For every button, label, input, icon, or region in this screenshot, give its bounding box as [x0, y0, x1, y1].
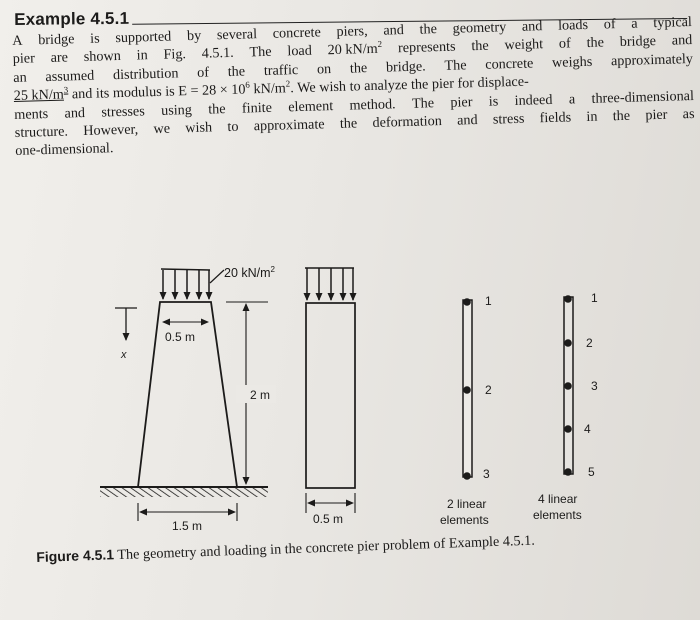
base-width-label: 1.5 m	[172, 519, 203, 533]
height-label: 2 m	[250, 388, 271, 402]
mesh-four-node-3	[564, 382, 572, 390]
mesh-four-caption-line-1: 4 linear	[538, 492, 578, 506]
bar-outline	[306, 303, 355, 488]
uniform-bar-diagram	[305, 268, 355, 526]
mesh-four-element-label-4: 4	[584, 422, 591, 436]
x-axis-label: x	[121, 349, 127, 361]
mesh-two-node-1	[463, 298, 471, 306]
load-label: 20 $kN/m^2$	[224, 265, 275, 280]
mesh-four-element-label-2: 2	[586, 336, 593, 350]
mesh-two-node-2	[463, 386, 471, 394]
mesh-two-node-3	[463, 472, 471, 480]
top-width-label: 0.5 m	[165, 330, 196, 344]
mesh-four-node-2	[564, 339, 572, 347]
paragraph-line-3: an assumed distribution of the traffic on the bridge. The concrete weighs approximately	[13, 50, 694, 86]
mesh-four-node-5	[564, 468, 572, 476]
x-axis	[115, 308, 137, 340]
mesh-four-node-1	[564, 295, 572, 303]
figure-caption-label: Figure 4.5.1	[36, 546, 115, 565]
mesh-two-node-label-1: 1	[485, 294, 492, 308]
paragraph-line-6: structure. However, we wish to approximate the deformation and stress fields in the pier as	[14, 106, 695, 141]
mesh-four-caption-line-2: elements	[533, 508, 582, 522]
mesh-four-node-label-1: 1	[591, 291, 598, 305]
two-element-mesh	[440, 294, 492, 527]
example-title: Example 4.5.1	[14, 8, 130, 29]
mesh-two-caption-line-2: elements	[440, 513, 489, 527]
mesh-two-node-label-3: 3	[483, 467, 490, 481]
mesh-four-node-label-3: 3	[591, 379, 598, 393]
four-element-mesh	[533, 291, 598, 522]
mesh-four-node-label-5: 5	[588, 465, 595, 479]
paragraph-line-7: one-dimensional.	[15, 140, 114, 160]
paragraph-line-4: 25 $kN/m^3$ and its modulus is $E = 28 \times 10^6$ $kN/m^2$. We wish to analyze the pier for displace-	[13, 73, 529, 105]
figure-caption-text: The geometry and loading in the concrete pier problem of Example 4.5.1.	[117, 532, 536, 564]
paragraph-line-5: ments and stresses using the finite element method. The pier is indeed a three-dimensional	[14, 87, 695, 123]
bar-width-dimension	[306, 493, 355, 513]
mesh-two-caption-line-1: 2 linear	[447, 497, 487, 511]
mesh-two-node-label-2: 2	[485, 383, 492, 397]
distributed-load-arrows	[161, 269, 224, 299]
bar-width-label: 0.5 m	[313, 512, 344, 526]
paragraph-line-2: pier are shown in Fig. 4.5.1. The load 20 $kN/m^2$ represents the weight of the bridge and	[12, 32, 693, 68]
paragraph-line-1: A bridge is supported by several concrete piers, and the geometry and loads of a typical	[12, 14, 693, 49]
tapered-pier-diagram	[100, 265, 276, 533]
bar-load-arrows	[305, 268, 354, 300]
mesh-four-node-4	[564, 425, 572, 433]
